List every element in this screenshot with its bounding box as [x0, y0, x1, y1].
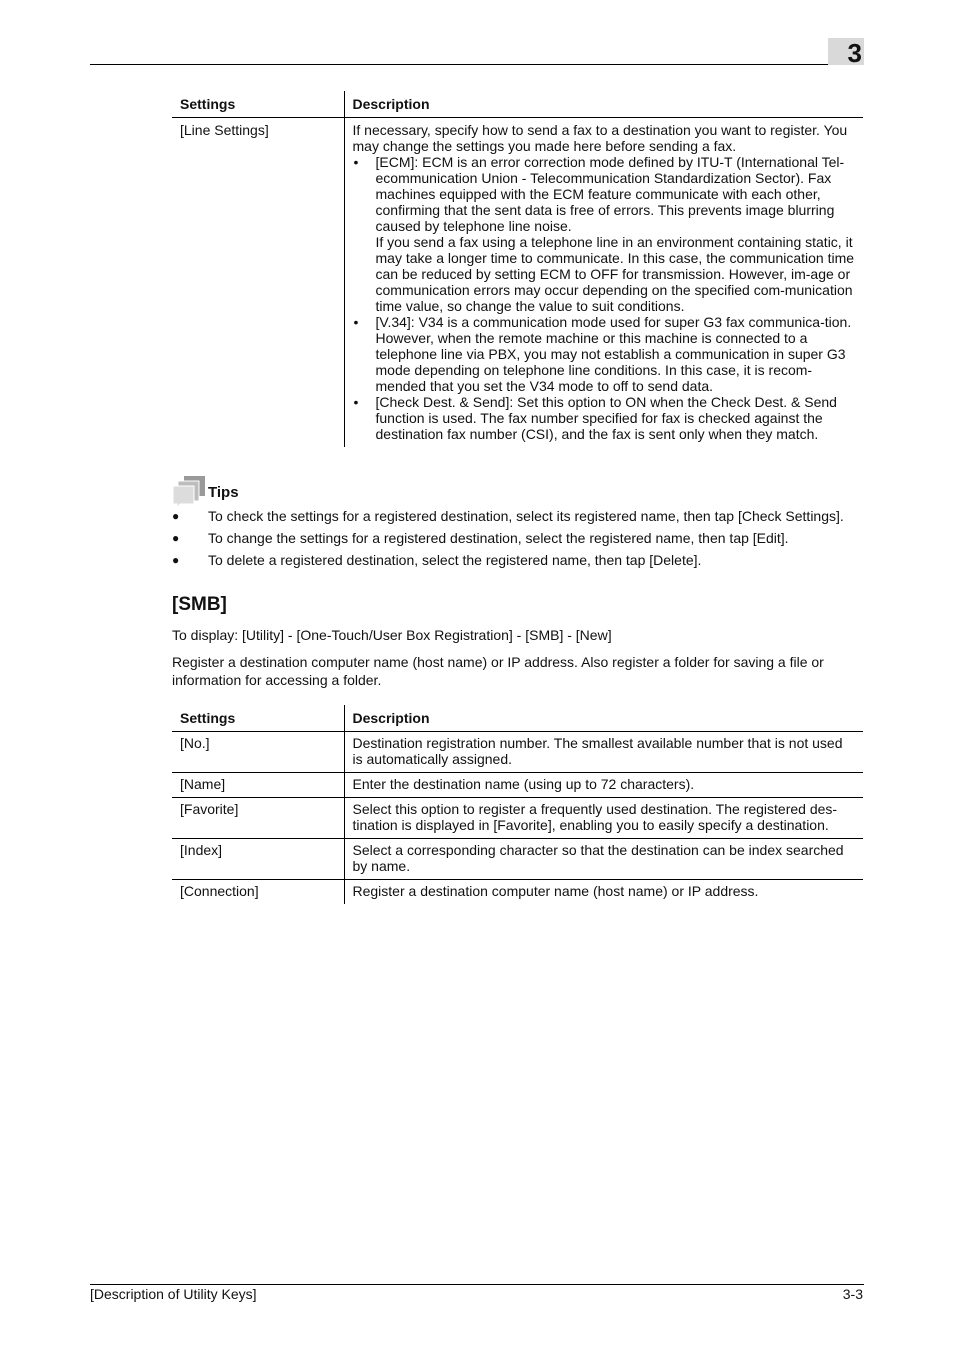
display-path: To display: [Utility] - [One-Touch/User Box Registration] - [SMB] - [New]: [172, 627, 612, 643]
bullet-icon: •: [353, 154, 359, 170]
smb-settings-table: [172, 705, 863, 904]
list-item: [172, 552, 844, 574]
list-item: [172, 508, 844, 530]
tips-pages-icon: [172, 476, 206, 508]
bullet-icon: •: [353, 314, 359, 330]
column-header-description: Description: [344, 91, 863, 118]
header-rule: [90, 64, 864, 65]
column-header-description: Description: [344, 705, 863, 732]
bullet-extra-text: If you send a fax using a telephone line in an environment containing static, it may take a longer time to communicate. In this case, the communication time can be reduced by setting ECM to OFF for transmission. However, im-age or communication errors may occur depending on the specified com-munication time value, so change the value to suit conditions.: [375, 234, 855, 314]
table-row: [172, 798, 863, 839]
table-row: [172, 773, 863, 798]
tips-label: Tips: [208, 484, 239, 501]
setting-description: Destination registration number. The smallest available number that is not used is automatically assigned.: [344, 732, 863, 773]
setting-name: [Favorite]: [172, 798, 344, 839]
setting-description: [344, 118, 863, 448]
setting-name: [Index]: [172, 839, 344, 880]
bullet-icon: ●: [172, 509, 180, 523]
list-item: [353, 314, 856, 394]
setting-name: [No.]: [172, 732, 344, 773]
footer-rule: [90, 1284, 864, 1285]
bullet-text: [Check Dest. & Send]: Set this option to ON when the Check Dest. & Send function is used. The fax number specified for fax is checked against the destination fax number (CSI), and the fax is sent only when they match.: [375, 394, 837, 442]
table-row: [172, 118, 863, 448]
section-intro: Register a destination computer name (host name) or IP address. Also register a folder for saving a file or information for accessing a folder.: [172, 654, 824, 688]
table-row: [172, 839, 863, 880]
list-item: [172, 530, 844, 552]
chapter-number: 3: [828, 38, 864, 65]
setting-name: [Connection]: [180, 883, 259, 899]
setting-description: Select this option to register a frequently used destination. The registered des-tination is displayed in [Favorite], enabling you to easily specify a destination.: [344, 798, 863, 839]
bullet-icon: ●: [172, 531, 180, 545]
bullet-icon: •: [353, 394, 359, 410]
setting-name: [Name]: [172, 773, 344, 798]
setting-description: Register a destination computer name (host name) or IP address.: [344, 880, 863, 905]
tip-text: To change the settings for a registered destination, select the registered name, then tap [Edit].: [208, 530, 789, 546]
section-heading: [SMB]: [172, 594, 227, 615]
footer-page-number: 3-3: [842, 1286, 863, 1302]
footer-section-title: [Description of Utility Keys]: [90, 1286, 257, 1302]
bullet-icon: ●: [172, 553, 180, 567]
table-row: [172, 880, 863, 905]
tip-text: To delete a registered destination, select the registered name, then tap [Delete].: [208, 552, 702, 568]
description-bullet-list: [353, 154, 856, 442]
setting-description: Enter the destination name (using up to 72 characters).: [344, 773, 863, 798]
column-header-settings: Settings: [172, 91, 344, 118]
line-settings-table: [172, 91, 863, 447]
table-row: [172, 732, 863, 773]
setting-name: [Line Settings]: [180, 122, 269, 138]
setting-description: Select a corresponding character so that the destination can be index searched by name.: [344, 839, 863, 880]
tips-list: [172, 508, 844, 574]
tip-text: To check the settings for a registered destination, select its registered name, then tap [Check Settings].: [208, 508, 844, 524]
bullet-text: [V.34]: V34 is a communication mode used for super G3 fax communica-tion. However, when the remote machine or this machine is connected to a telephone line via PBX, you may not establish a communication in super G3 mode depending on telephone line conditions. In this case, it is recom-mended that you set the V34 mode to off to send data.: [375, 314, 852, 394]
list-item: [353, 394, 856, 442]
column-header-settings: Settings: [172, 705, 344, 732]
description-intro: If necessary, specify how to send a fax to a destination you want to register. You may change the settings you made here before sending a fax.: [352, 122, 848, 154]
bullet-text: [ECM]: ECM is an error correction mode defined by ITU-T (International Tel-ecommunication Union - Telecommunication Standardization Sector). Fax machines equipped with the ECM feature communicate with each other, confirming that the sent data is free of errors. This prevents image blurring caused by telephone line noise.: [375, 154, 845, 234]
list-item: [353, 154, 856, 314]
